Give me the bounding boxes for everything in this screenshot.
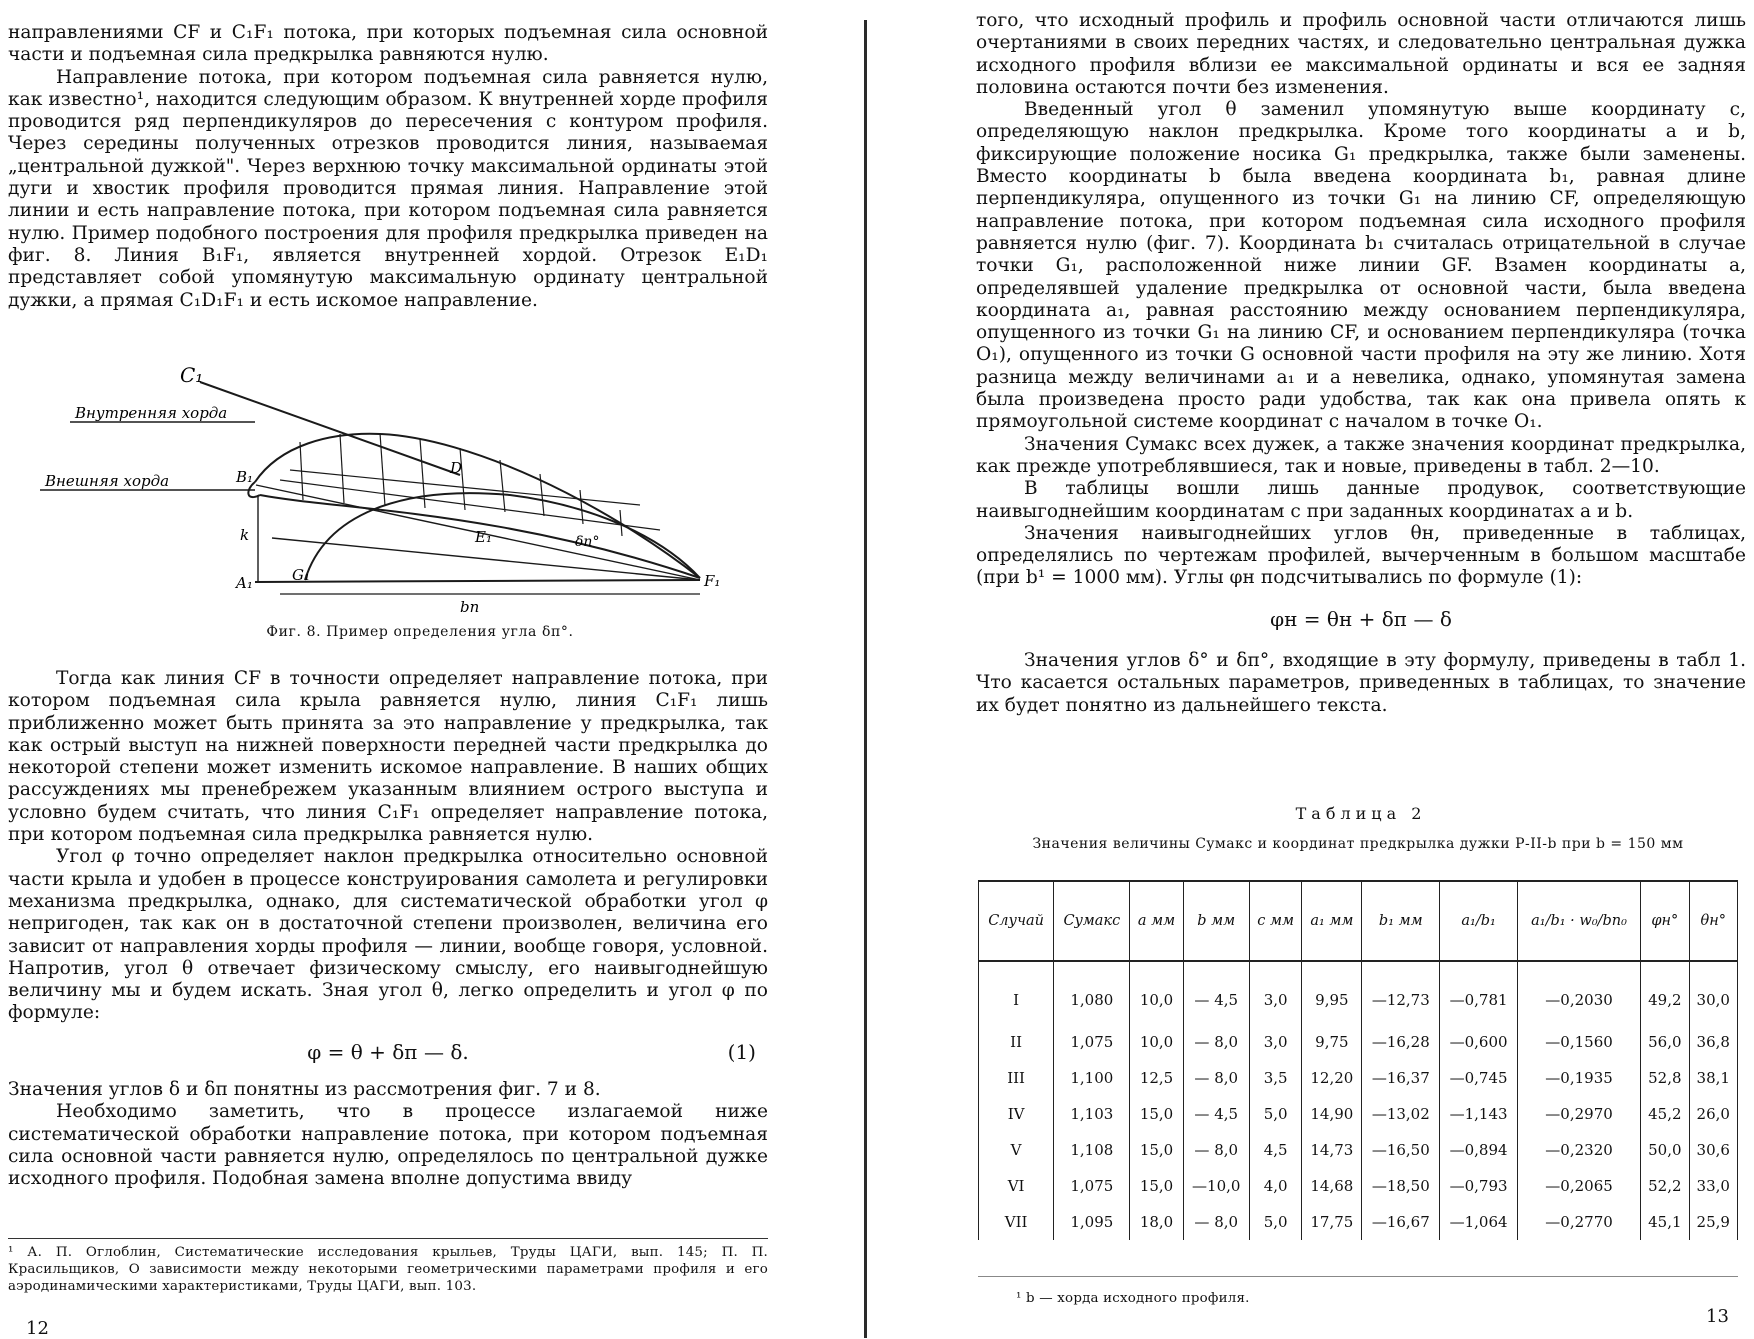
table-cell: —18,50 (1362, 1168, 1440, 1204)
table-cell: —10,0 (1183, 1168, 1249, 1204)
table-cell: 14,73 (1302, 1132, 1362, 1168)
table-cell: —0,600 (1440, 1024, 1518, 1060)
table-cell: 4,5 (1249, 1132, 1301, 1168)
label-delta: δп° (575, 534, 600, 550)
table-cell: 12,5 (1130, 1060, 1183, 1096)
paragraph: Значения углов δ и δп понятны из рассмотрения фиг. 7 и 8. (8, 1079, 601, 1101)
gutter-rule (864, 20, 867, 1338)
table-cell: 1,080 (1054, 961, 1130, 1024)
label-g1: G₁ (292, 566, 310, 584)
table-cell: 56,0 (1641, 1024, 1689, 1060)
table-cell: 12,20 (1302, 1060, 1362, 1096)
paragraph: В таблицы вошли лишь данные продувок, соответствующие наивыгоднейшим координатам c при заданных координатах a и b. (976, 478, 1746, 522)
table-cell: —0,894 (1440, 1132, 1518, 1168)
table-cell: 3,5 (1249, 1060, 1301, 1096)
table-cell: 9,75 (1302, 1024, 1362, 1060)
table-cell: 52,2 (1641, 1168, 1689, 1204)
formula-text: φ = θ + δп — δ. (307, 1039, 469, 1064)
formula-number: (1) (727, 1039, 756, 1064)
label-k: k (240, 526, 250, 544)
left-bottom-text (8, 668, 768, 1191)
table-cell: 17,75 (1302, 1204, 1362, 1240)
table-cell: —16,28 (1362, 1024, 1440, 1060)
paragraph: Направление потока, при котором подъемная сила равняется нулю, как известно¹, находится следующим образом. К внутренней хорде профиля проводится ряд перпендикуляров до пересечения с контуром профиля. Через середины полученных отрезков проводится линия, называемая „центральной дужкой". Через верхнюю точку максимальной ординаты этой дуги и хвостик профиля проводится прямая линия. Направление этой линии и есть направление потока, при котором подъемная сила равняется нулю. Пример подобного построения для профиля предкрылка приведен на фиг. 8. Линия B₁F₁, является внутренней хордой. Отрезок E₁D₁ представляет собой упомянутую максимальную ординату центральной дужки, а прямая C₁D₁F₁ и есть искомое направление. (8, 66, 768, 311)
header-cell: Случай (979, 881, 1054, 961)
label-a1: A₁ (236, 574, 253, 592)
paragraph: Введенный угол θ заменил упомянутую выше координату c, определяющую наклон предкрылка. Кроме того координаты a и b, фиксирующие положение носика G₁ предкрылка, также были заменены. Вместо координаты b была введена координата b₁, равная длине перпендикуляра, опущенного из точки G₁ на линию CF, определяющую направление потока, при котором подъемная сила исходного профиля равняется нулю (фиг. 7). Координата b₁ считалась отрицательной в случае точки G₁, расположенной ниже линии GF. Взамен координаты a, определявшей удаление предкрылка от основной части, была введена координата a₁, равная расстоянию между основанием перпендикуляра, опущенного из точки G₁ на линию CF, и основанием перпендикуляра (точка O₁), опущенного из точки G основной части профиля на эту же линию. Хотя разница между величинами a₁ и a невелика, однако, упомянутая замена была произведена просто ради удобства, так как она привела опять к прямоугольной системе координат с началом в точке O₁. (976, 99, 1746, 433)
table-cell: — 8,0 (1183, 1060, 1249, 1096)
table-cell: IV (979, 1096, 1054, 1132)
table-cell: — 4,5 (1183, 961, 1249, 1024)
table-cell: —0,1560 (1517, 1024, 1640, 1060)
table-cell: —0,2065 (1517, 1168, 1640, 1204)
label-e1: E₁ (475, 528, 492, 546)
left-page (0, 0, 800, 1338)
label-bn: bп (460, 598, 480, 615)
table-row (979, 1060, 1738, 1096)
paragraph: того, что исходный профиль и профиль основной части отличаются лишь очертаниями в своих передних частях, и следовательно центральная дужка исходного профиля вблизи ее максимальной ординаты и вся ее задняя половина остаются почти без изменения. (976, 10, 1746, 98)
table-cell: — 8,0 (1183, 1204, 1249, 1240)
table-cell: 36,8 (1689, 1024, 1737, 1060)
table-cell: 3,0 (1249, 1024, 1301, 1060)
header-cell: b₁ мм (1362, 881, 1440, 961)
table-cell: 52,8 (1641, 1060, 1689, 1096)
table-cell: —13,02 (1362, 1096, 1440, 1132)
table-row (979, 1168, 1738, 1204)
table-cell: 25,9 (1689, 1204, 1737, 1240)
page-number: 13 (1706, 1306, 1729, 1327)
label-inner-chord: Внутренняя хорда (75, 404, 228, 422)
table-cell: 15,0 (1130, 1132, 1183, 1168)
table-cell: 5,0 (1249, 1204, 1301, 1240)
table-row (979, 961, 1738, 1024)
table-cell: 15,0 (1130, 1096, 1183, 1132)
paragraph: Значения Cyмакс всех дужек, а также значения координат предкрылка, как прежде употреблявшиеся, так и новые, приведены в табл. 2—10. (976, 433, 1746, 477)
table-cell: —16,50 (1362, 1132, 1440, 1168)
table-cell: — 8,0 (1183, 1024, 1249, 1060)
data-table (978, 880, 1738, 1240)
header-cell: c мм (1249, 881, 1301, 961)
table-cell: —0,745 (1440, 1060, 1518, 1096)
table-cell: 45,1 (1641, 1204, 1689, 1240)
table-cell: —16,37 (1362, 1060, 1440, 1096)
right-top-text (976, 10, 1746, 717)
paragraph: направлениями CF и C₁F₁ потока, при которых подъемная сила основной части и подъемная сила предкрылка равняются нулю. (8, 22, 768, 66)
table-cell: 38,1 (1689, 1060, 1737, 1096)
table-cell: —0,2030 (1517, 961, 1640, 1024)
table-cell: —0,2770 (1517, 1204, 1640, 1240)
table-cell: VI (979, 1168, 1054, 1204)
table-cell: —0,793 (1440, 1168, 1518, 1204)
table-cell: 10,0 (1130, 961, 1183, 1024)
table-cell: V (979, 1132, 1054, 1168)
header-cell: Cyмакс (1054, 881, 1130, 961)
hatching (280, 433, 660, 536)
table-cell: 1,108 (1054, 1132, 1130, 1168)
header-cell: a₁/b₁ · w₀/bп₀ (1517, 881, 1640, 961)
table-cell: —12,73 (1362, 961, 1440, 1024)
label-b1: B₁ (236, 468, 254, 486)
label-d: D (450, 459, 463, 477)
table-cell: 4,0 (1249, 1168, 1301, 1204)
table-cell: —0,781 (1440, 961, 1518, 1024)
table-cell: —1,064 (1440, 1204, 1518, 1240)
table-cell: 45,2 (1641, 1096, 1689, 1132)
table-cell: 9,95 (1302, 961, 1362, 1024)
table-cell: —0,2320 (1517, 1132, 1640, 1168)
paragraph: Угол φ точно определяет наклон предкрылка относительно основной части крыла и удобен в процессе конструирования самолета и регулировки механизма предкрылка, однако, для систематической обработки угол φ непригоден, так как он в достаточной степени произволен, величина его зависит от направления хорды профиля — линии, вообще говоря, условной. Напротив, угол θ отвечает физическому смыслу, его наивыгоднейшую величину мы и будем искать. Зная угол θ, легко определить и угол φ по формуле: (8, 846, 768, 1024)
table-cell: 1,075 (1054, 1024, 1130, 1060)
figure-8-airfoil-diagram (40, 360, 730, 615)
table-cell: 14,68 (1302, 1168, 1362, 1204)
table-cell: —16,67 (1362, 1204, 1440, 1240)
table-cell: 10,0 (1130, 1024, 1183, 1060)
header-cell: φн° (1641, 881, 1689, 961)
formula-1 (8, 1041, 768, 1063)
table-cell: 30,6 (1689, 1132, 1737, 1168)
header-cell: b мм (1183, 881, 1249, 961)
right-page (968, 0, 1754, 1338)
table-cell: —1,143 (1440, 1096, 1518, 1132)
table-body (979, 961, 1738, 1240)
paragraph: Тогда как линия CF в точности определяет направление потока, при котором подъемная сила крыла равняется нулю, линия C₁F₁ лишь приближенно может быть принята за это направление у предкрылка, так как острый выступ на нижней поверхности передней части предкрылка до некоторой степени может изменить искомое направление. В наших общих рассуждениях мы пренебрежем указанным влиянием острого выступа и условно будем считать, что линия C₁F₁ определяет направление потока, при котором подъемная сила предкрылка равняется нулю. (8, 668, 768, 846)
paragraph: Значения наивыгоднейших углов θн, приведенные в таблицах, определялись по чертежам профилей, вычерченным в большом масштабе (при b¹ = 1000 мм). Углы φн подсчитывались по формуле (1): (976, 522, 1746, 589)
footnote-rule (8, 1238, 768, 1239)
paragraph: Значения углов δ° и δп°, входящие в эту формулу, приведены в табл 1. Что касается остальных параметров, приведенных в таблицах, то значение их будет понятно из дальнейшего текста. (976, 650, 1746, 716)
formula-phi-n: φн = θн + δп — δ (1270, 606, 1452, 631)
table-cell: 33,0 (1689, 1168, 1737, 1204)
table-cell: I (979, 961, 1054, 1024)
table-cell: III (979, 1060, 1054, 1096)
table-cell: — 8,0 (1183, 1132, 1249, 1168)
figure-caption: Фиг. 8. Пример определения угла δп°. (266, 624, 574, 640)
table-cell: 1,075 (1054, 1168, 1130, 1204)
paragraph: Необходимо заметить, что в процессе излагаемой ниже систематической обработки направление потока, при котором подъемная сила основной части равняется нулю, определялось по центральной дужке исходного профиля. Подобная замена вполне допустима ввиду (8, 1101, 768, 1190)
table-cell: 1,103 (1054, 1096, 1130, 1132)
table-cell: 26,0 (1689, 1096, 1737, 1132)
table-cell: 5,0 (1249, 1096, 1301, 1132)
left-top-text (8, 22, 768, 312)
table-caption: Значения величины Cyмакс и координат предкрылка дужки Р-II-b при b = 150 мм (1032, 836, 1684, 852)
table-cell: —0,2970 (1517, 1096, 1640, 1132)
outer-chord-line (255, 580, 700, 582)
label-f1: F₁ (704, 572, 721, 590)
label-c1: C₁ (180, 363, 204, 387)
label-outer-chord: Внешняя хорда (45, 472, 170, 490)
table-cell: 14,90 (1302, 1096, 1362, 1132)
table-cell: 18,0 (1130, 1204, 1183, 1240)
header-cell: θн° (1689, 881, 1737, 961)
table-cell: 50,0 (1641, 1132, 1689, 1168)
table-row (979, 1132, 1738, 1168)
table-cell: —0,1935 (1517, 1060, 1640, 1096)
table-cell: 1,095 (1054, 1204, 1130, 1240)
table-title: Таблица 2 (1295, 804, 1427, 823)
table-row (979, 1024, 1738, 1060)
table-cell: 49,2 (1641, 961, 1689, 1024)
table-header-row (979, 881, 1738, 961)
table-cell: 15,0 (1130, 1168, 1183, 1204)
footnote: ¹ А. П. Оглоблин, Систематические исследования крыльев, Труды ЦАГИ, вып. 145; П. П. Красильщиков, О зависимости между некоторыми геометрическими параметрами профиля и его аэродинамическими характеристиками, Труды ЦАГИ, вып. 103. (8, 1245, 768, 1294)
table-cell: II (979, 1024, 1054, 1060)
header-cell: a₁/b₁ (1440, 881, 1518, 961)
footnote: ¹ b — хорда исходного профиля. (1016, 1291, 1250, 1306)
page-number: 12 (26, 1318, 49, 1339)
table-cell: 1,100 (1054, 1060, 1130, 1096)
header-cell: a мм (1130, 881, 1183, 961)
table-cell: — 4,5 (1183, 1096, 1249, 1132)
table-row (979, 1204, 1738, 1240)
table-cell: VII (979, 1204, 1054, 1240)
header-cell: a₁ мм (1302, 881, 1362, 961)
table-cell: 30,0 (1689, 961, 1737, 1024)
table-cell: 3,0 (1249, 961, 1301, 1024)
footnote-rule (978, 1276, 1738, 1277)
table-row (979, 1096, 1738, 1132)
